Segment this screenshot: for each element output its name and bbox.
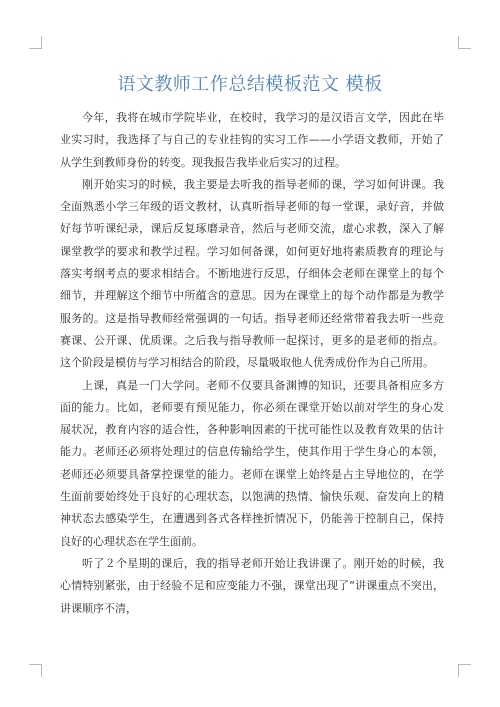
paragraph-2: 刚开始实习的时候，我主要是去听我的指导老师的课，学习如何讲课。我全面熟悉小学三年级的语文教材，认真听指导老师的每一堂课，录好音，并做好每节听课纪录，课后反复琢磨录音，然后与老师交流，虚心求教，深入了解课堂教学的要求和教学过程。学习如何备课，如何更好地将素质教育的理论与落实考纲考点的要求相结合。不断地进行反思，仔细体会老师在课堂上的每个细节，并理解这个细节中所蕴含的意思。因为在课堂上的每个动作都是为教学服务的。这是指导教师经常强调的一句话。指导老师还经常带着我去听一些竞赛课、公开课、优质课。之后我与指导教师一起探讨，更多的是老师的指点。这个阶段是模仿与学习相结合的阶段，尽量吸取他人优秀成份作为自己所用。 <box>60 177 444 370</box>
crop-mark-top-right <box>458 36 471 49</box>
crop-mark-bottom-right <box>458 664 471 677</box>
crop-mark-top-left <box>29 36 42 49</box>
paragraph-1: 今年，我将在城市学院毕业，在校时，我学习的是汉语言文学，因此在毕业实习时，我选择了与自己的专业挂钩的实习工作——小学语文教师，开始了从学生到教师身份的转变。现我报告我毕业后实习的过程。 <box>60 111 444 169</box>
crop-mark-bottom-left <box>29 664 42 677</box>
document-body <box>60 107 444 620</box>
paragraph-3: 上课，真是一门大学问。老师不仅要具备渊博的知识，还要具备相应多方面的能力。比如，老师要有预见能力，你必须在课堂开始以前对学生的身心发展状况，教育内容的适合性，各种影响因素的干扰可能性以及教育效果的估计能力。老师还必须将处理过的信息传输给学生，使其作用于学生身心的本领，老师还必须要具备掌控课堂的能力。老师在课堂上始终是占主导地位的，在学生面前要始终处于良好的心理状态，以饱满的热情、愉快乐观、奋发向上的精神状态去感染学生，在遭遇到各式各样挫折情况下，仍能善于控制自己，保持良好的心理状态在学生面前。 <box>60 378 444 548</box>
document-title: 语文教师工作总结模板范文 模板 <box>117 74 383 96</box>
paragraph-4: 听了２个星期的课后，我的指导老师开始让我讲课了。刚开始的时候，我心情特别紧张，由于经验不足和应变能力不强，课堂出现了“讲课重点不突出，讲课顺序不清， <box>60 556 444 615</box>
